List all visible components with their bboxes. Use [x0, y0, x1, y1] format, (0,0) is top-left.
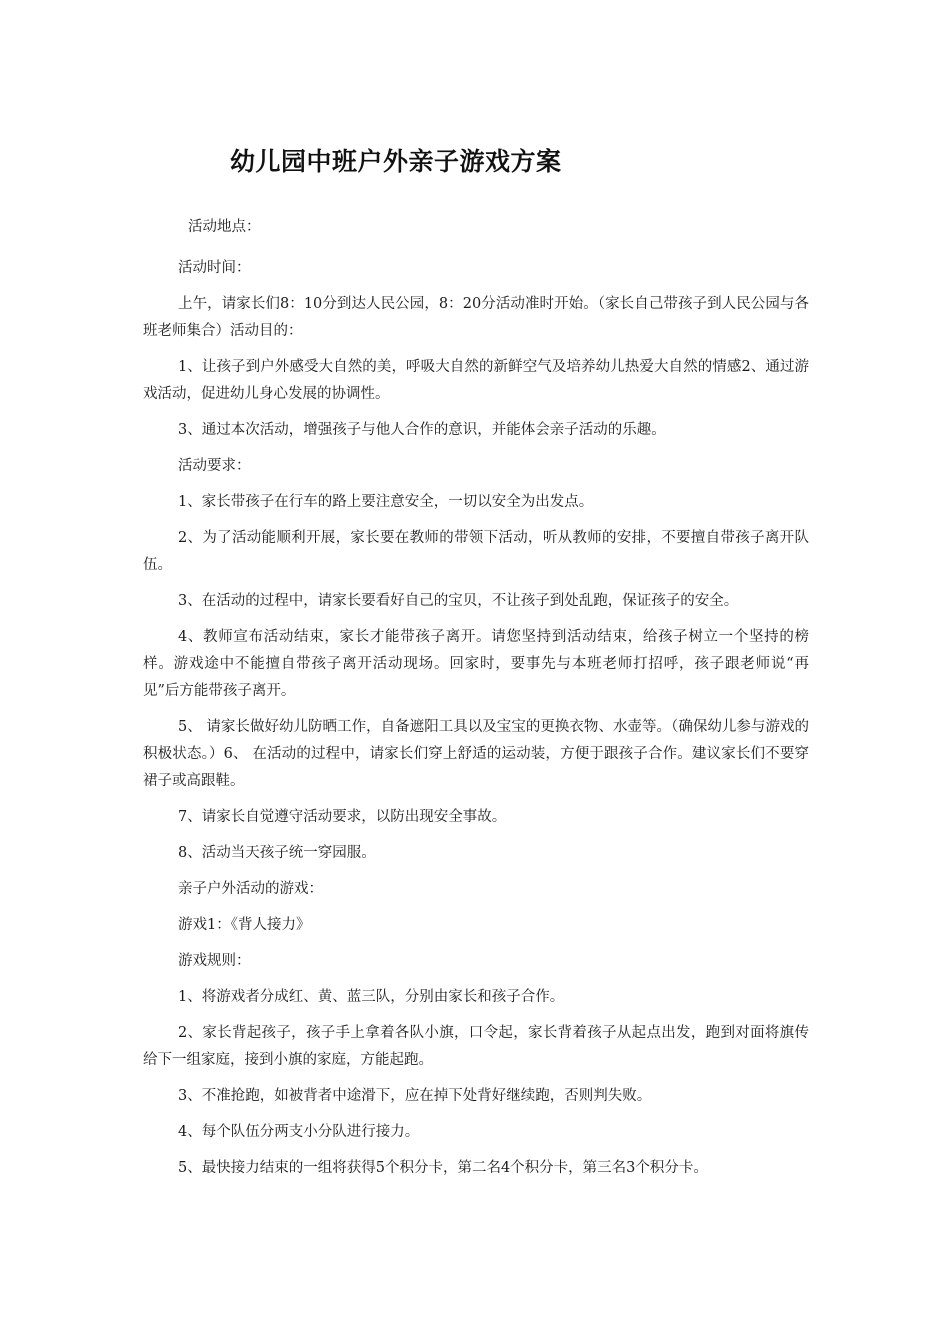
paragraph-requirements-heading: 活动要求：: [178, 458, 251, 474]
paragraph-game-1-title: 游戏1：《背人接力》: [178, 917, 311, 933]
paragraph-goal-1-2: 1、让孩子到户外感受大自然的美，呼吸大自然的新鲜空气及培养幼儿热爱大自然的情感2、通过游戏活动，促进幼儿身心发展的协调性。: [143, 359, 809, 402]
paragraph-rule-5: 5、最快接力结束的一组将获得5个积分卡，第二名4个积分卡，第三名3个积分卡。: [178, 1160, 708, 1176]
paragraph-time: 活动时间：: [178, 260, 251, 276]
paragraph-requirement-2: 2、为了活动能顺利开展，家长要在教师的带领下活动，听从教师的安排，不要擅自带孩子离开队伍。: [143, 530, 809, 573]
document-title: 幼儿园中班户外亲子游戏方案: [230, 147, 562, 176]
paragraph-requirement-5-6: 5、 请家长做好幼儿防晒工作，自备遮阳工具以及宝宝的更换衣物、水壶等。（确保幼儿参与游戏的积极状态。）6、 在活动的过程中，请家长们穿上舒适的运动装，方便于跟孩子合作。建议家长们不要穿裙子或高跟鞋。: [143, 719, 809, 789]
paragraph-goal-3: 3、通过本次活动，增强孩子与他人合作的意识，并能体会亲子活动的乐趣。: [178, 422, 666, 438]
paragraph-rules-heading: 游戏规则：: [178, 953, 251, 969]
paragraph-requirement-1: 1、家长带孩子在行车的路上要注意安全，一切以安全为出发点。: [178, 494, 594, 510]
paragraph-rule-4: 4、每个队伍分两支小分队进行接力。: [178, 1124, 420, 1140]
paragraph-requirement-4: 4、教师宣布活动结束，家长才能带孩子离开。请您坚持到活动结束，给孩子树立一个坚持的榜样。游戏途中不能擅自带孩子离开活动现场。回家时，要事先与本班老师打招呼，孩子跟老师说“再见”后方能带孩子离开。: [143, 629, 809, 699]
paragraph-location: 活动地点：: [188, 219, 261, 235]
paragraph-schedule: 上午，请家长们8：10分到达人民公园，8：20分活动准时开始。（家长自己带孩子到人民公园与各班老师集合）活动目的：: [143, 296, 809, 339]
document-body: [143, 214, 809, 1191]
paragraph-rule-2: 2、家长背起孩子，孩子手上拿着各队小旗，口令起，家长背着孩子从起点出发，跑到对面将旗传给下一组家庭，接到小旗的家庭，方能起跑。: [143, 1025, 809, 1068]
paragraph-rule-1: 1、将游戏者分成红、黄、蓝三队，分别由家长和孩子合作。: [178, 989, 565, 1005]
paragraph-rule-3: 3、不准抢跑，如被背者中途滑下，应在掉下处背好继续跑，否则判失败。: [178, 1088, 652, 1104]
paragraph-requirement-3: 3、在活动的过程中，请家长要看好自己的宝贝，不让孩子到处乱跑，保证孩子的安全。: [178, 593, 739, 609]
paragraph-games-heading: 亲子户外活动的游戏：: [178, 881, 323, 897]
paragraph-requirement-7: 7、请家长自觉遵守活动要求，以防出现安全事故。: [178, 809, 507, 825]
paragraph-requirement-8: 8、活动当天孩子统一穿园服。: [178, 845, 376, 861]
